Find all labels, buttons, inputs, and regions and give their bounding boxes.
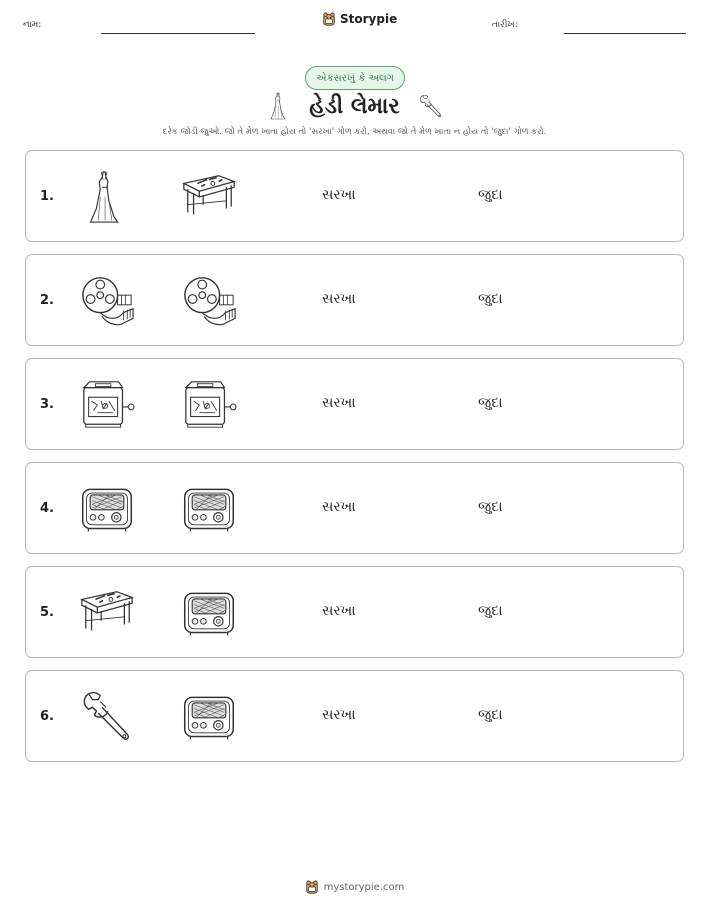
radio-icon bbox=[180, 688, 238, 744]
title-row bbox=[0, 88, 709, 124]
different-option[interactable]: જુદા bbox=[478, 187, 503, 203]
different-option[interactable]: જુદા bbox=[478, 499, 503, 515]
music-box-icon bbox=[78, 376, 136, 432]
same-option[interactable]: સરખા bbox=[322, 499, 356, 515]
instructions: દરેક જોડી જુઓ. જો તે મેળ ખાતા હોય તો 'સરખા' ગોળ કરો, અથવા જો તે મેળ ખાતા ન હોય તો 'જુદા' ગોળ કરો. bbox=[162, 127, 547, 137]
question-row bbox=[25, 670, 684, 762]
wrench-icon bbox=[418, 91, 444, 121]
film-reel-icon bbox=[78, 272, 136, 328]
radio-icon bbox=[180, 480, 238, 536]
question-row bbox=[25, 566, 684, 658]
brand-name: Storypie bbox=[340, 12, 398, 26]
radio-icon bbox=[78, 480, 136, 536]
storypie-mascot-icon bbox=[305, 880, 319, 894]
different-option[interactable]: જુદા bbox=[478, 707, 503, 723]
question-number: 1. bbox=[40, 188, 54, 204]
workbench-icon bbox=[78, 584, 136, 640]
date-label: તારીખ: bbox=[492, 20, 518, 30]
page-header bbox=[0, 0, 709, 40]
question-number: 6. bbox=[40, 708, 54, 724]
question-row bbox=[25, 358, 684, 450]
film-reel-icon bbox=[180, 272, 238, 328]
music-box-icon bbox=[180, 376, 238, 432]
gown-icon bbox=[265, 91, 291, 121]
name-line[interactable] bbox=[101, 33, 255, 34]
page-footer bbox=[0, 880, 709, 894]
question-number: 3. bbox=[40, 396, 54, 412]
question-row bbox=[25, 254, 684, 346]
brand-logo bbox=[322, 12, 397, 26]
same-option[interactable]: સરખા bbox=[322, 187, 356, 203]
radio-icon bbox=[180, 584, 238, 640]
same-option[interactable]: સરખા bbox=[322, 707, 356, 723]
storypie-mascot-icon bbox=[322, 12, 336, 26]
different-option[interactable]: જુદા bbox=[478, 603, 503, 619]
same-option[interactable]: સરખા bbox=[322, 603, 356, 619]
question-number: 5. bbox=[40, 604, 54, 620]
name-label: નામ: bbox=[23, 20, 42, 30]
question-number: 2. bbox=[40, 292, 54, 308]
different-option[interactable]: જુદા bbox=[478, 291, 503, 307]
question-row bbox=[25, 150, 684, 242]
footer-url[interactable]: mystorypie.com bbox=[323, 881, 405, 893]
workbench-icon bbox=[180, 168, 238, 224]
page-title: હેડી લેમાર bbox=[309, 93, 400, 119]
date-line[interactable] bbox=[564, 33, 686, 34]
question-row bbox=[25, 462, 684, 554]
same-option[interactable]: સરખા bbox=[322, 291, 356, 307]
same-option[interactable]: સરખા bbox=[322, 395, 356, 411]
worksheet-type-badge: એકસરખું કે અલગ bbox=[305, 66, 405, 90]
question-number: 4. bbox=[40, 500, 54, 516]
wrench-icon bbox=[78, 688, 136, 744]
different-option[interactable]: જુદા bbox=[478, 395, 503, 411]
gown-icon bbox=[78, 168, 136, 224]
